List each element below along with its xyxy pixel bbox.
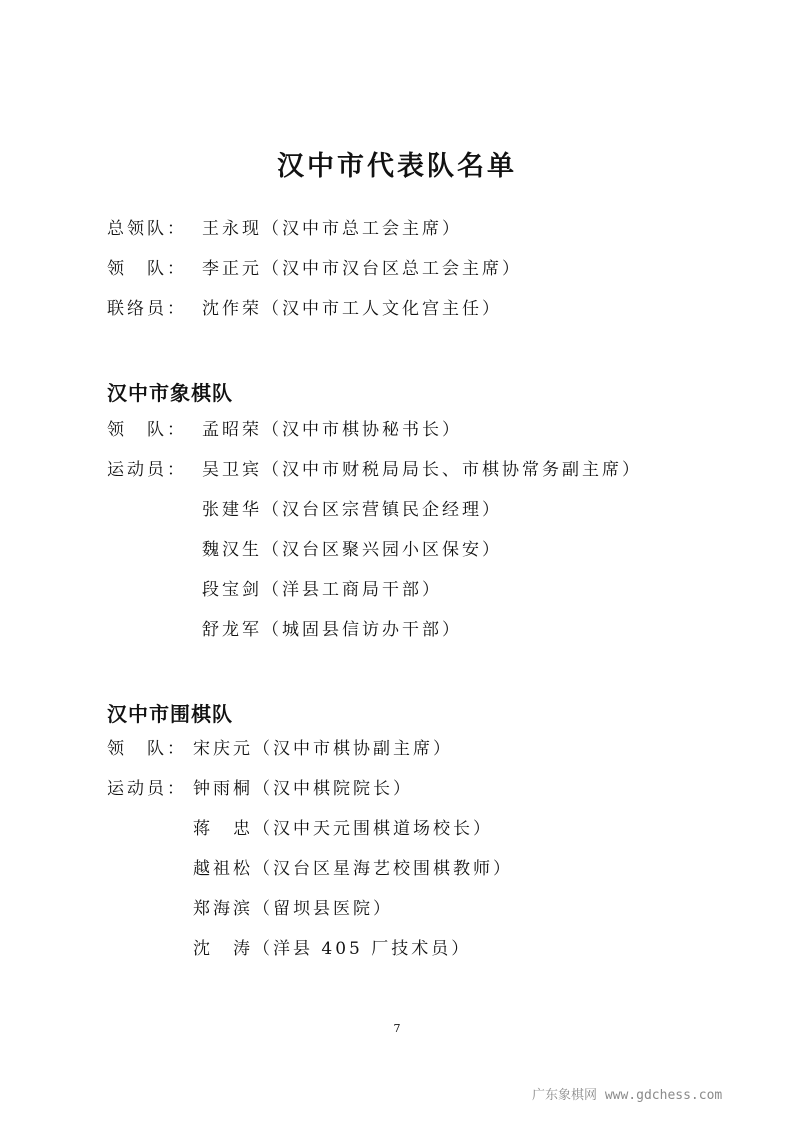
player-entry: 钟雨桐（汉中棋院院长） bbox=[193, 779, 413, 799]
weiqi-heading: 汉中市围棋队 bbox=[107, 702, 233, 726]
players-label: 运动员： bbox=[107, 460, 187, 480]
leader-label: 领 队： bbox=[107, 739, 187, 759]
player-entry: 魏汉生（汉台区聚兴园小区保安） bbox=[202, 540, 502, 560]
xiangqi-heading: 汉中市象棋队 bbox=[107, 381, 233, 405]
leader-label: 领 队： bbox=[107, 259, 187, 279]
player-entry: 沈 涛（洋县 405 厂技术员） bbox=[193, 939, 472, 959]
leader-label: 领 队： bbox=[107, 420, 187, 440]
leader-label: 联络员： bbox=[107, 299, 187, 319]
player-entry: 吴卫宾（汉中市财税局局长、市棋协常务副主席） bbox=[202, 460, 642, 480]
player-entry: 越祖松（汉台区星海艺校围棋教师） bbox=[193, 859, 513, 879]
page-number: 7 bbox=[393, 1022, 401, 1035]
leader-value: 王永现（汉中市总工会主席） bbox=[202, 219, 462, 239]
leader-value: 宋庆元（汉中市棋协副主席） bbox=[193, 739, 453, 759]
player-entry: 郑海滨（留坝县医院） bbox=[193, 899, 393, 919]
player-entry: 段宝剑（洋县工商局干部） bbox=[202, 580, 442, 600]
leader-label: 总领队： bbox=[107, 219, 187, 239]
player-entry: 蒋 忠（汉中天元围棋道场校长） bbox=[193, 819, 493, 839]
watermark: 广东象棋网 www.gdchess.com bbox=[532, 1088, 723, 1103]
leader-value: 沈作荣（汉中市工人文化宫主任） bbox=[202, 299, 502, 319]
player-entry: 舒龙军（城固县信访办干部） bbox=[202, 620, 462, 640]
leader-value: 李正元（汉中市汉台区总工会主席） bbox=[202, 259, 522, 279]
players-label: 运动员： bbox=[107, 779, 187, 799]
player-entry: 张建华（汉台区宗营镇民企经理） bbox=[202, 500, 502, 520]
leader-value: 孟昭荣（汉中市棋协秘书长） bbox=[202, 420, 462, 440]
page-title: 汉中市代表队名单 bbox=[277, 151, 517, 182]
